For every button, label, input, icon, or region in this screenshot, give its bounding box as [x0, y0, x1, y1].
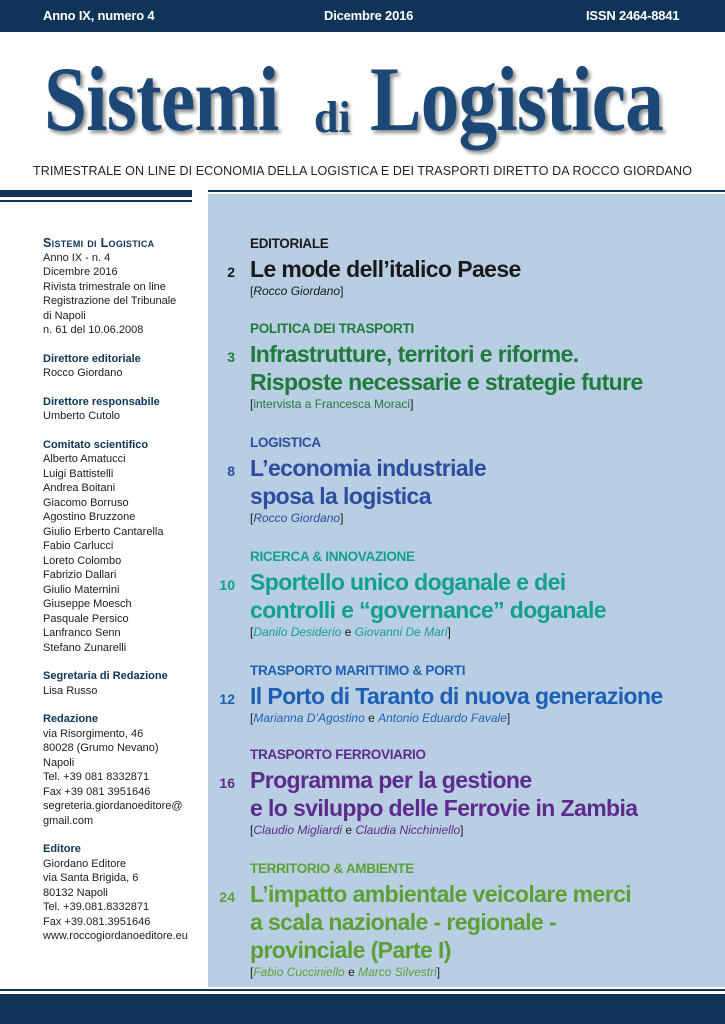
masthead-subtitle: TRIMESTRALE ON LINE DI ECONOMIA DELLA LOGISTICA E DEI TRASPORTI DIRETTO DA ROCCO GIORDANO — [32, 164, 693, 178]
toc-page-number: 12 — [219, 691, 235, 707]
comitato-line: Lanfranco Senn — [43, 627, 121, 639]
comitato-line: Luigi Battistelli — [43, 467, 114, 480]
toc-title-line[interactable]: e lo sviluppo delle Ferrovie in Zambia — [250, 795, 638, 821]
toc-section-label: TERRITORIO & AMBIENTE — [250, 861, 414, 876]
issn-label: ISSN 2464-8841 — [586, 8, 680, 23]
comitato-line: Pasquale Persico — [43, 612, 129, 625]
author-name: Claudio Migliardi — [253, 823, 343, 837]
info-line: Dicembre 2016 — [43, 266, 118, 278]
direttore-responsabile-name: Umberto Cutolo — [43, 410, 121, 422]
colophon-direttore-editoriale — [43, 352, 203, 381]
issue-label: Anno IX, numero 4 — [43, 8, 155, 23]
toc-title-line[interactable]: Infrastrutture, territori e riforme. — [250, 341, 579, 367]
toc-title-line[interactable]: sposa la logistica — [250, 483, 431, 509]
author-name: Antonio Eduardo Favale — [378, 711, 507, 725]
redazione-line: 80028 (Grumo Nevano) — [43, 742, 159, 754]
redazione-line: gmail.com — [43, 814, 94, 827]
author-name: Marianna D’Agostino — [253, 711, 365, 725]
toc-title-line[interactable]: controlli e “governance” doganale — [250, 597, 606, 623]
toc-title-line[interactable]: Il Porto di Taranto di nuova generazione — [250, 683, 663, 709]
editore-line: 80132 Napoli — [43, 886, 108, 899]
comitato-line: Stefano Zunarelli — [43, 641, 127, 654]
footer-rule — [0, 989, 725, 991]
colophon-redazione — [43, 712, 203, 828]
author-name: Danilo Desiderio — [253, 625, 342, 639]
toc-page-number: 16 — [219, 775, 235, 791]
comitato-line: Fabio Carlucci — [43, 540, 114, 552]
toc-page-number: 2 — [227, 264, 235, 280]
toc-page-number: 10 — [219, 577, 235, 593]
toc-authors: [Marianna D’Agostino e Antonio Eduardo Favale] — [250, 711, 511, 725]
toc-title-line[interactable]: Programma per la gestione — [250, 767, 532, 793]
toc-authors: [Fabio Cucciniello e Marco Silvestri] — [250, 965, 441, 979]
toc-section-label: TRASPORTO MARITTIMO & PORTI — [250, 663, 466, 678]
comitato-label: Comitato scientifico — [43, 438, 149, 451]
comitato-list — [43, 452, 203, 655]
editore-label: Editore — [43, 843, 81, 855]
toc-authors: [Rocco Giordano] — [250, 284, 344, 298]
redazione-line: Napoli — [43, 756, 75, 769]
toc-authors: [Rocco Giordano] — [250, 511, 344, 525]
author-conjunction: e — [348, 965, 355, 979]
redazione-line: Tel. +39 081 8332871 — [43, 771, 150, 783]
masthead-word-sistemi: Sistemi — [44, 48, 279, 150]
author-name: Fabio Cucciniello — [253, 965, 345, 979]
toc-authors: [Danilo Desiderio e Giovanni De Mari] — [250, 625, 451, 639]
masthead-word-logistica: Logistica — [370, 48, 663, 150]
toc-section-label: LOGISTICA — [250, 435, 321, 450]
divider-bar — [208, 190, 725, 192]
divider-bar — [0, 190, 192, 197]
toc-section-label: EDITORIALE — [250, 236, 329, 251]
comitato-line: Giuseppe Moesch — [43, 598, 132, 610]
editore-line: Tel. +39.081.8332871 — [43, 901, 150, 913]
info-line: Anno IX - n. 4 — [43, 251, 111, 264]
author-name: Marco Silvestri — [358, 965, 437, 979]
direttore-responsabile-label: Direttore responsabile — [43, 395, 160, 408]
author-name: Giovanni De Mari — [354, 625, 448, 639]
comitato-line: Alberto Amatucci — [43, 453, 126, 465]
toc-title-line[interactable]: Sportello unico doganale e dei — [250, 569, 566, 595]
editore-line: Fax +39.081.3951646 — [43, 915, 151, 928]
author-conjunction: e — [368, 711, 375, 725]
redazione-label: Redazione — [43, 713, 99, 725]
info-line: di Napoli — [43, 309, 86, 322]
author-name: Rocco Giordano — [253, 284, 341, 298]
author-name: intervista a Francesca Moraci — [253, 397, 411, 411]
toc-title-line[interactable]: a scala nazionale - regionale - — [250, 909, 557, 935]
author-name: Claudia Nicchiniello — [355, 823, 461, 837]
author-conjunction: e — [344, 625, 352, 639]
author-conjunction: e — [345, 823, 353, 837]
colophon-editore — [43, 842, 203, 944]
colophon-info-list — [43, 251, 203, 338]
redazione-line: segreteria.giordanoeditore@ — [43, 800, 183, 812]
direttore-editoriale-name: Rocco Giordano — [43, 367, 123, 379]
comitato-line: Giacomo Borruso — [43, 496, 129, 509]
toc-title-line[interactable]: Le mode dell’italico Paese — [250, 256, 521, 282]
segreteria-label: Segretaria di Redazione — [43, 670, 168, 682]
colophon-direttore-responsabile — [43, 395, 203, 424]
redazione-line: Fax +39 081 3951646 — [43, 785, 151, 798]
divider-bar — [0, 200, 192, 202]
info-line: Registrazione del Tribunale — [43, 295, 177, 307]
toc-section-label: POLITICA DEI TRASPORTI — [250, 321, 414, 336]
colophon-segreteria — [43, 669, 203, 698]
toc-authors: [Claudio Migliardi e Claudia Nicchiniello] — [250, 823, 464, 837]
issue-date: Dicembre 2016 — [324, 8, 414, 23]
direttore-editoriale-label: Direttore editoriale — [43, 352, 141, 365]
colophon-info — [43, 236, 203, 338]
comitato-line: Giulio Maternini — [43, 583, 120, 596]
editore-list — [43, 857, 203, 944]
toc-title-line[interactable]: provinciale (Parte I) — [250, 937, 451, 963]
toc-page-number: 24 — [219, 889, 235, 905]
editore-line: Giordano Editore — [43, 857, 127, 870]
toc-page-number: 3 — [227, 349, 235, 365]
comitato-line: Andrea Boitani — [43, 482, 116, 494]
redazione-list — [43, 727, 203, 829]
comitato-line: Agostino Bruzzone — [43, 511, 136, 523]
editore-line: via Santa Brigida, 6 — [43, 872, 139, 884]
masthead — [0, 40, 725, 160]
colophon-brand: Sistemi di Logistica — [43, 236, 155, 250]
comitato-line: Loreto Colombo — [43, 554, 122, 567]
masthead-word-di: di — [314, 93, 351, 142]
colophon-comitato — [43, 438, 203, 656]
toc-authors: [intervista a Francesca Moraci] — [250, 397, 414, 411]
comitato-line: Fabrizio Dallari — [43, 569, 117, 581]
colophon-sidebar — [43, 236, 203, 958]
toc-title-line[interactable]: L’impatto ambientale veicolare merci — [250, 881, 632, 907]
toc-title-line[interactable]: L’economia industriale — [250, 455, 487, 481]
comitato-line: Giulio Erberto Cantarella — [43, 525, 164, 538]
top-banner — [0, 0, 725, 32]
info-line: n. 61 del 10.06.2008 — [43, 324, 144, 336]
footer-bar — [0, 994, 725, 1024]
author-name: Rocco Giordano — [253, 511, 341, 525]
redazione-line: via Risorgimento, 46 — [43, 727, 144, 740]
toc-section-label: RICERCA & INNOVAZIONE — [250, 549, 415, 564]
info-line: Rivista trimestrale on line — [43, 280, 166, 293]
toc-section-label: TRASPORTO FERROVIARIO — [250, 747, 426, 762]
editore-line: www.roccogiordanoeditore.eu — [43, 930, 188, 942]
toc-page-number: 8 — [227, 463, 235, 479]
segreteria-name: Lisa Russo — [43, 684, 98, 697]
toc-title-line[interactable]: Risposte necessarie e strategie future — [250, 369, 643, 395]
